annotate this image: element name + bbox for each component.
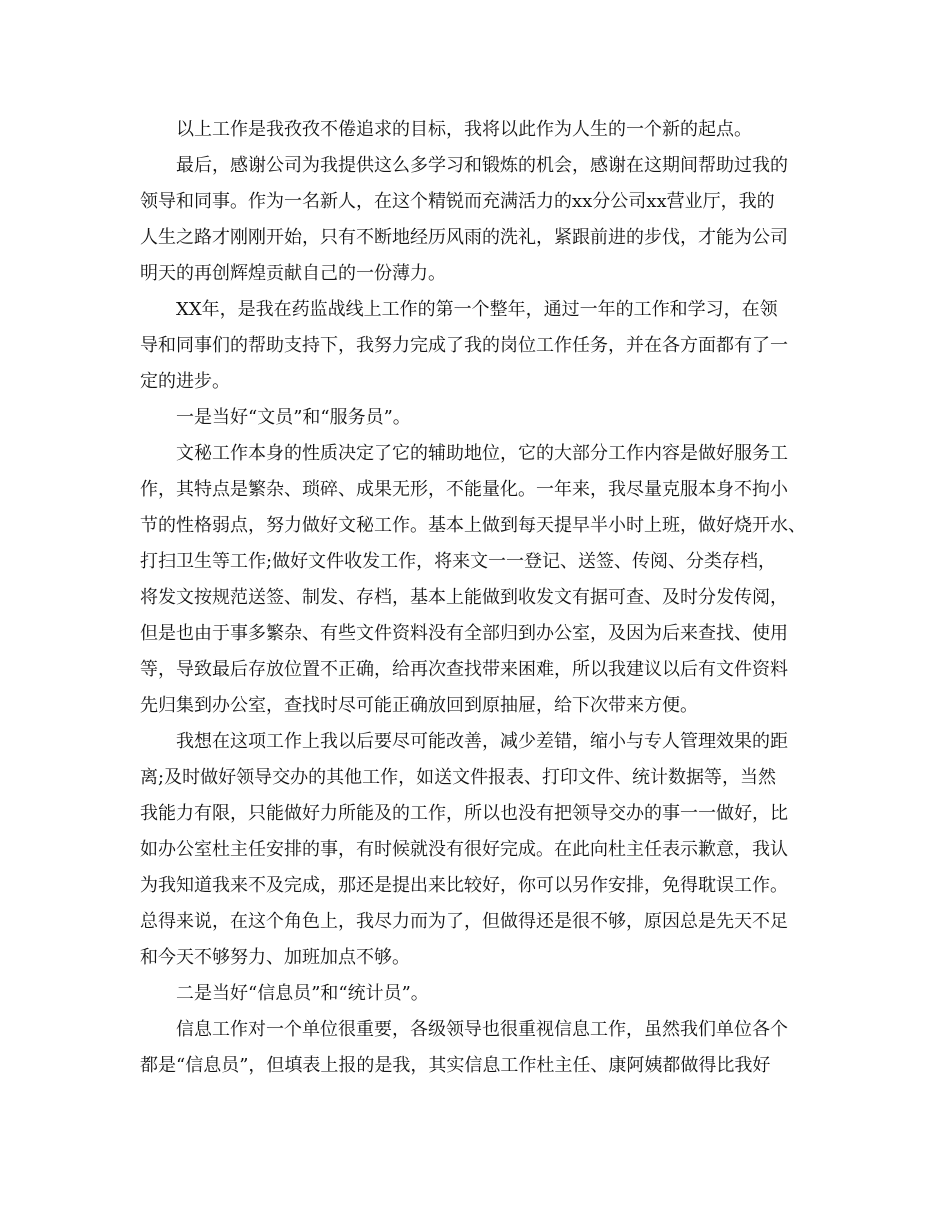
text-line-21: 如办公室杜主任安排的事，有时候就没有很好完成。在此向杜主任表示歉意，我认: [140, 839, 788, 860]
text-line-12: 节的性格弱点，努力做好文秘工作。基本上做到每天提早半小时上班，做好烧开水、: [140, 515, 806, 536]
text-line-14: 将发文按规范送签、制发、存档，基本上能做到收发文有据可查、及时分发传阅，: [140, 587, 788, 608]
text-line-24: 和今天不够努力、加班加点不够。: [140, 947, 410, 968]
text-line-27: 都是“信息员”，但填表上报的是我，其实信息工作杜主任、康阿姨都做得比我好: [140, 1055, 771, 1076]
text-line-11: 作，其特点是繁杂、琐碎、成果无形，不能量化。一年来，我尽量克服本身不拘小: [140, 479, 788, 500]
text-line-18: 我想在这项工作上我以后要尽可能改善，减少差错，缩小与专人管理效果的距: [176, 731, 788, 752]
text-line-20: 我能力有限，只能做好力所能及的工作，所以也没有把领导交办的事一一做好，比: [140, 803, 788, 824]
text-line-15: 但是也由于事多繁杂、有些文件资料没有全部归到办公室，及因为后来查找、使用: [140, 623, 788, 644]
text-line-5: 明天的再创辉煌贡献自己的一份薄力。: [140, 263, 446, 284]
section-heading-2: 二是当好“信息员”和“统计员”。: [176, 983, 429, 1004]
text-line-4: 人生之路才刚刚开始，只有不断地经历风雨的洗礼，紧跟前进的步伐，才能为公司: [140, 227, 788, 248]
text-line-8: 定的进步。: [140, 371, 230, 392]
text-line-23: 总得来说，在这个角色上，我尽力而为了，但做得还是很不够，原因总是先天不足: [140, 911, 788, 932]
text-line-2: 最后，感谢公司为我提供这么多学习和锻炼的机会，感谢在这期间帮助过我的: [176, 155, 788, 176]
text-line-13: 打扫卫生等工作;做好文件收发工作，将来文一一登记、送签、传阅、分类存档，: [140, 551, 777, 572]
text-line-7: 导和同事们的帮助支持下，我努力完成了我的岗位工作任务，并在各方面都有了一: [140, 335, 788, 356]
text-line-3: 领导和同事。作为一名新人，在这个精锐而充满活力的xx分公司xx营业厅，我的: [140, 191, 775, 212]
text-line-10: 文秘工作本身的性质决定了它的辅助地位，它的大部分工作内容是做好服务工: [176, 443, 788, 464]
text-line-26: 信息工作对一个单位很重要，各级领导也很重视信息工作，虽然我们单位各个: [176, 1019, 788, 1040]
text-line-17: 先归集到办公室，查找时尽可能正确放回到原抽屉，给下次带来方便。: [140, 695, 698, 716]
text-line-16: 等，导致最后存放位置不正确，给再次查找带来困难，所以我建议以后有文件资料: [140, 659, 788, 680]
text-line-19: 离;及时做好领导交办的其他工作，如送文件报表、打印文件、统计数据等，当然: [140, 767, 777, 788]
text-line-1: 以上工作是我孜孜不倦追求的目标，我将以此作为人生的一个新的起点。: [176, 119, 752, 140]
text-line-22: 为我知道我来不及完成，那还是提出来比较好，你可以另作安排，免得耽误工作。: [140, 875, 788, 896]
text-line-6: XX年，是我在药监战线上工作的第一个整年，通过一年的工作和学习，在领: [176, 299, 778, 320]
section-heading-1: 一是当好“文员”和“服务员”。: [176, 407, 411, 428]
